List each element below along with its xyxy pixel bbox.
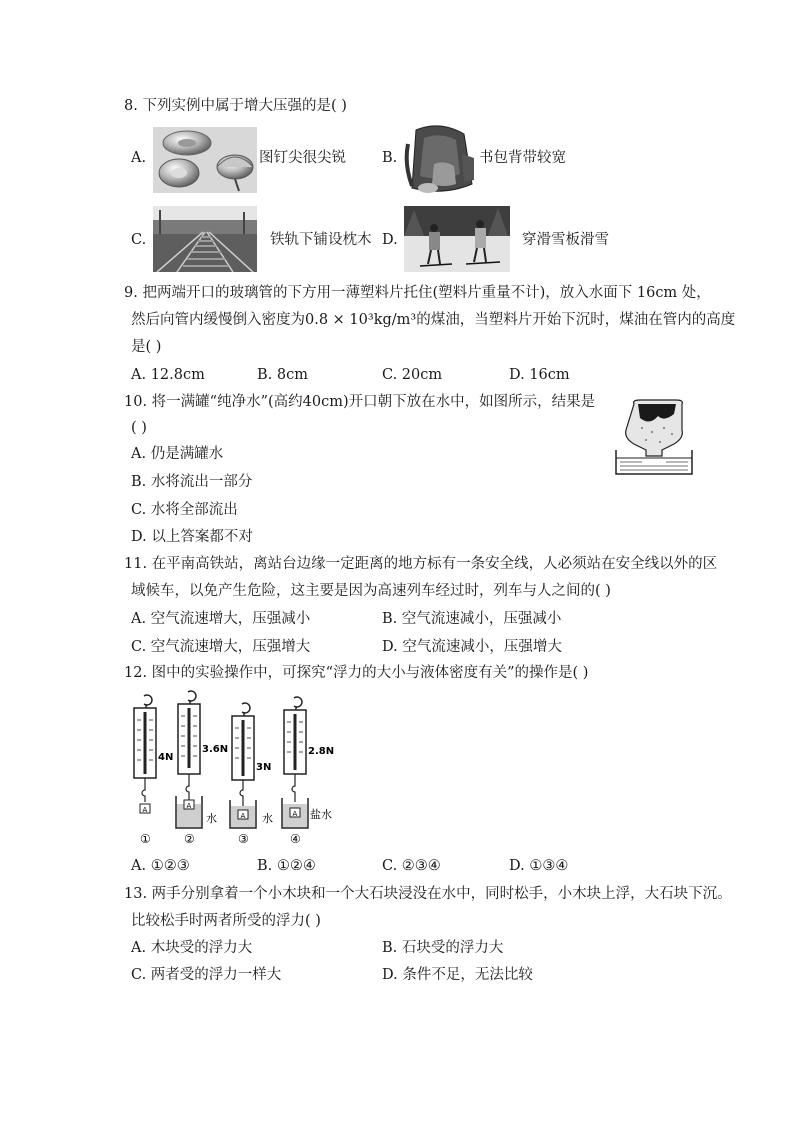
q11-option-a: A. 空气流速增大，压强减小 bbox=[131, 611, 311, 627]
q8-option-d-caption: 穿滑雪板滑雪 bbox=[522, 232, 609, 248]
q10-option-a: A. 仍是满罐水 bbox=[131, 446, 224, 462]
spring-scale-experiment-figure bbox=[124, 690, 344, 850]
q13-option-a: A. 木块受的浮力大 bbox=[131, 940, 253, 956]
reading-1: 4N bbox=[158, 752, 174, 763]
exp-label-2: ② bbox=[184, 832, 195, 846]
q12-stem: 12. 图中的实验操作中，可探究“浮力的大小与液体密度有关”的操作是( ) bbox=[124, 665, 589, 681]
q11-option-d: D. 空气流速减小，压强增大 bbox=[382, 639, 562, 655]
q12-option-a: A. ①②③ bbox=[131, 858, 190, 874]
q10-option-b: B. 水将流出一部分 bbox=[131, 474, 253, 490]
q11-stem-line1: 11. 在平南高铁站，离站台边缘一定距离的地方标有一条安全线，人必须站在安全线以外的区 bbox=[124, 556, 718, 572]
q12-option-b: B. ①②④ bbox=[257, 858, 316, 874]
q13-option-b: B. 石块受的浮力大 bbox=[382, 940, 504, 956]
q12-option-d: D. ①③④ bbox=[509, 858, 569, 874]
q10-option-c: C. 水将全部流出 bbox=[131, 502, 238, 518]
liquid-label-4: 盐水 bbox=[310, 808, 332, 821]
q9-option-c: C. 20cm bbox=[382, 367, 443, 383]
thumbtack-photo bbox=[153, 127, 257, 193]
railway-photo bbox=[153, 206, 257, 272]
q11-option-c: C. 空气流速增大，压强增大 bbox=[131, 639, 311, 655]
q13-stem-line1: 13. 两手分别拿着一个小木块和一个大石块浸没在水中，同时松手，小木块上浮，大石块下沉。 bbox=[124, 886, 732, 902]
q8-option-c-letter: C. bbox=[131, 232, 147, 248]
q8-option-b-caption: 书包背带较宽 bbox=[479, 150, 566, 166]
reading-2: 3.6N bbox=[202, 744, 229, 755]
q9-stem-line3: 是( ) bbox=[131, 339, 162, 355]
q10-stem-line2: ( ) bbox=[131, 420, 147, 436]
block-label-3: A bbox=[240, 812, 246, 820]
q9-stem-line2: 然后向管内缓慢倒入密度为0.8 × 10³kg/m³的煤油，当塑料片开始下沉时，煤油在管内的高度 bbox=[131, 312, 736, 328]
q13-stem-line2: 比较松手时两者所受的浮力( ) bbox=[131, 913, 321, 929]
q9-option-b: B. 8cm bbox=[257, 367, 308, 383]
block-label-2: A bbox=[186, 802, 192, 810]
liquid-label-3: 水 bbox=[262, 812, 273, 825]
q8-option-b-letter: B. bbox=[382, 150, 398, 166]
exp-label-1: ① bbox=[140, 832, 151, 846]
bottle-in-water-figure bbox=[612, 398, 696, 478]
q8-option-c-caption: 铁轨下铺设枕木 bbox=[270, 232, 372, 248]
backpack-photo bbox=[404, 124, 478, 196]
q10-stem-line1: 10. 将一满罐“纯净水”(高约40cm)开口朝下放在水中，如图所示，结果是 bbox=[124, 394, 596, 410]
block-label-1: A bbox=[142, 806, 148, 814]
q12-option-c: C. ②③④ bbox=[382, 858, 441, 874]
reading-4: 2.8N bbox=[308, 746, 335, 757]
block-label-4: A bbox=[292, 810, 298, 818]
exp-label-3: ③ bbox=[238, 832, 249, 846]
q8-stem: 8. 下列实例中属于增大压强的是( ) bbox=[124, 98, 347, 114]
q13-option-d: D. 条件不足，无法比较 bbox=[382, 967, 533, 983]
q8-option-a-letter: A. bbox=[131, 150, 147, 166]
q9-option-a: A. 12.8cm bbox=[131, 367, 205, 383]
q9-stem-line1: 9. 把两端开口的玻璃管的下方用一薄塑料片托住(塑料片重量不计)，放入水面下 16cm 处， bbox=[124, 285, 711, 301]
liquid-label-2: 水 bbox=[206, 812, 217, 825]
exp-label-4: ④ bbox=[290, 832, 301, 846]
reading-3: 3N bbox=[256, 762, 272, 773]
q11-option-b: B. 空气流速减小，压强减小 bbox=[382, 611, 562, 627]
q8-option-d-letter: D. bbox=[382, 232, 398, 248]
skiing-photo bbox=[404, 206, 510, 272]
q11-stem-line2: 域候车，以免产生危险，这主要是因为高速列车经过时，列车与人之间的( ) bbox=[131, 583, 611, 599]
q8-option-a-caption: 图钉尖很尖锐 bbox=[259, 150, 346, 166]
q13-option-c: C. 两者受的浮力一样大 bbox=[131, 967, 282, 983]
q10-option-d: D. 以上答案都不对 bbox=[131, 529, 253, 545]
q9-option-d: D. 16cm bbox=[509, 367, 570, 383]
